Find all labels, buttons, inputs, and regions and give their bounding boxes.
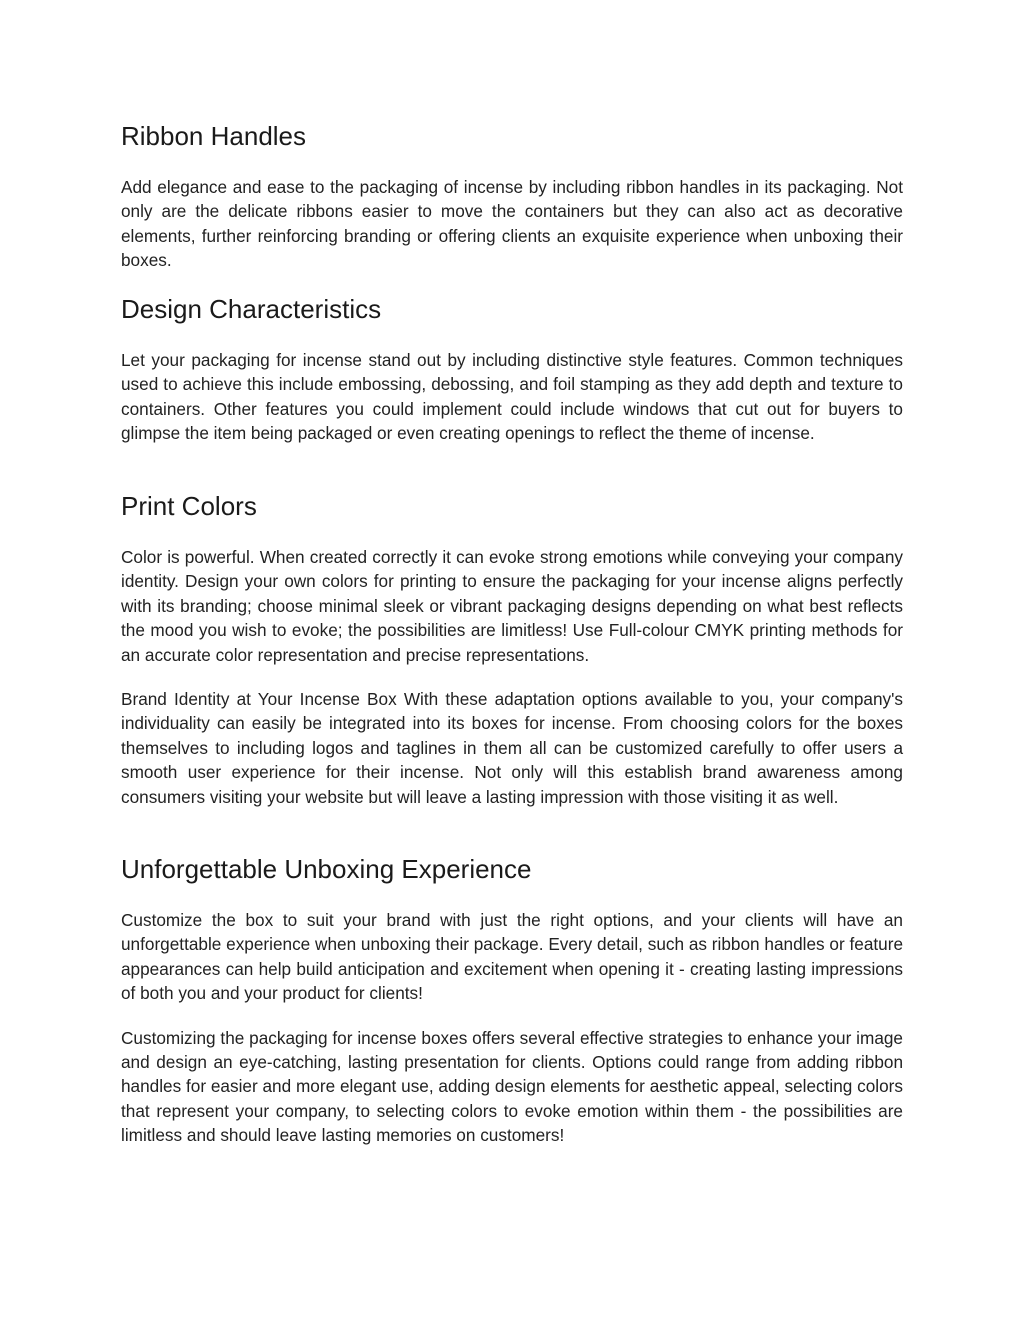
- section-design-characteristics: [121, 294, 903, 446]
- section-heading: Ribbon Handles: [121, 121, 307, 151]
- section-paragraph: Let your packaging for incense stand out by including distinctive style features. Common techniques used to achieve this include embossing, debossing, and foil stamping as they add depth and texture to containers. Other features you could implement could include windows that cut out for buyers to glimpse the item being packaged or even creating openings to reflect the theme of incense.: [121, 350, 903, 444]
- section-paragraph: Add elegance and ease to the packaging of incense by including ribbon handles in its packaging. Not only are the delicate ribbons easier to move the containers but they can also act as decorative elements, further reinforcing branding or offering clients an exquisite experience when unboxing their boxes.: [121, 177, 903, 271]
- section-paragraph: Brand Identity at Your Incense Box With these adaptation options available to you, your company's individuality can easily be integrated into its boxes for incense. From choosing colors for the boxes themselves to including logos and taglines in them all can be customized carefully to offer users a smooth user experience for their incense. Not only will this establish brand awareness among consumers visiting your website but will leave a lasting impression with those visiting it as well.: [121, 689, 903, 807]
- section-unforgettable-unboxing-experience: [121, 854, 903, 1148]
- section-heading: Print Colors: [121, 491, 257, 521]
- section-paragraph: Color is powerful. When created correctly it can evoke strong emotions while conveying your company identity. Design your own colors for printing to ensure the packaging for your incense aligns perfectly with its branding; choose minimal sleek or vibrant packaging designs depending on what best reflects the mood you wish to evoke; the possibilities are limitless! Use Full-colour CMYK printing methods for an accurate color representation and precise representations.: [121, 547, 903, 665]
- section-print-colors: [121, 491, 903, 809]
- section-heading: Design Characteristics: [121, 294, 382, 324]
- section-ribbon-handles: [121, 121, 903, 273]
- section-heading: Unforgettable Unboxing Experience: [121, 854, 532, 884]
- section-paragraph: Customize the box to suit your brand with just the right options, and your clients will have an unforgettable experience when unboxing their package. Every detail, such as ribbon handles or feature appearances can help build anticipation and excitement when opening it - creating lasting impressions of both you and your product for clients!: [121, 910, 903, 1004]
- section-paragraph: Customizing the packaging for incense boxes offers several effective strategies to enhance your image and design an eye-catching, lasting presentation for clients. Options could range from adding ribbon handles for easier and more elegant use, adding design elements for aesthetic appeal, selecting colors that represent your company, to selecting colors to evoke emotion within them - the possibilities are limitless and should leave lasting memories on customers!: [121, 1027, 903, 1146]
